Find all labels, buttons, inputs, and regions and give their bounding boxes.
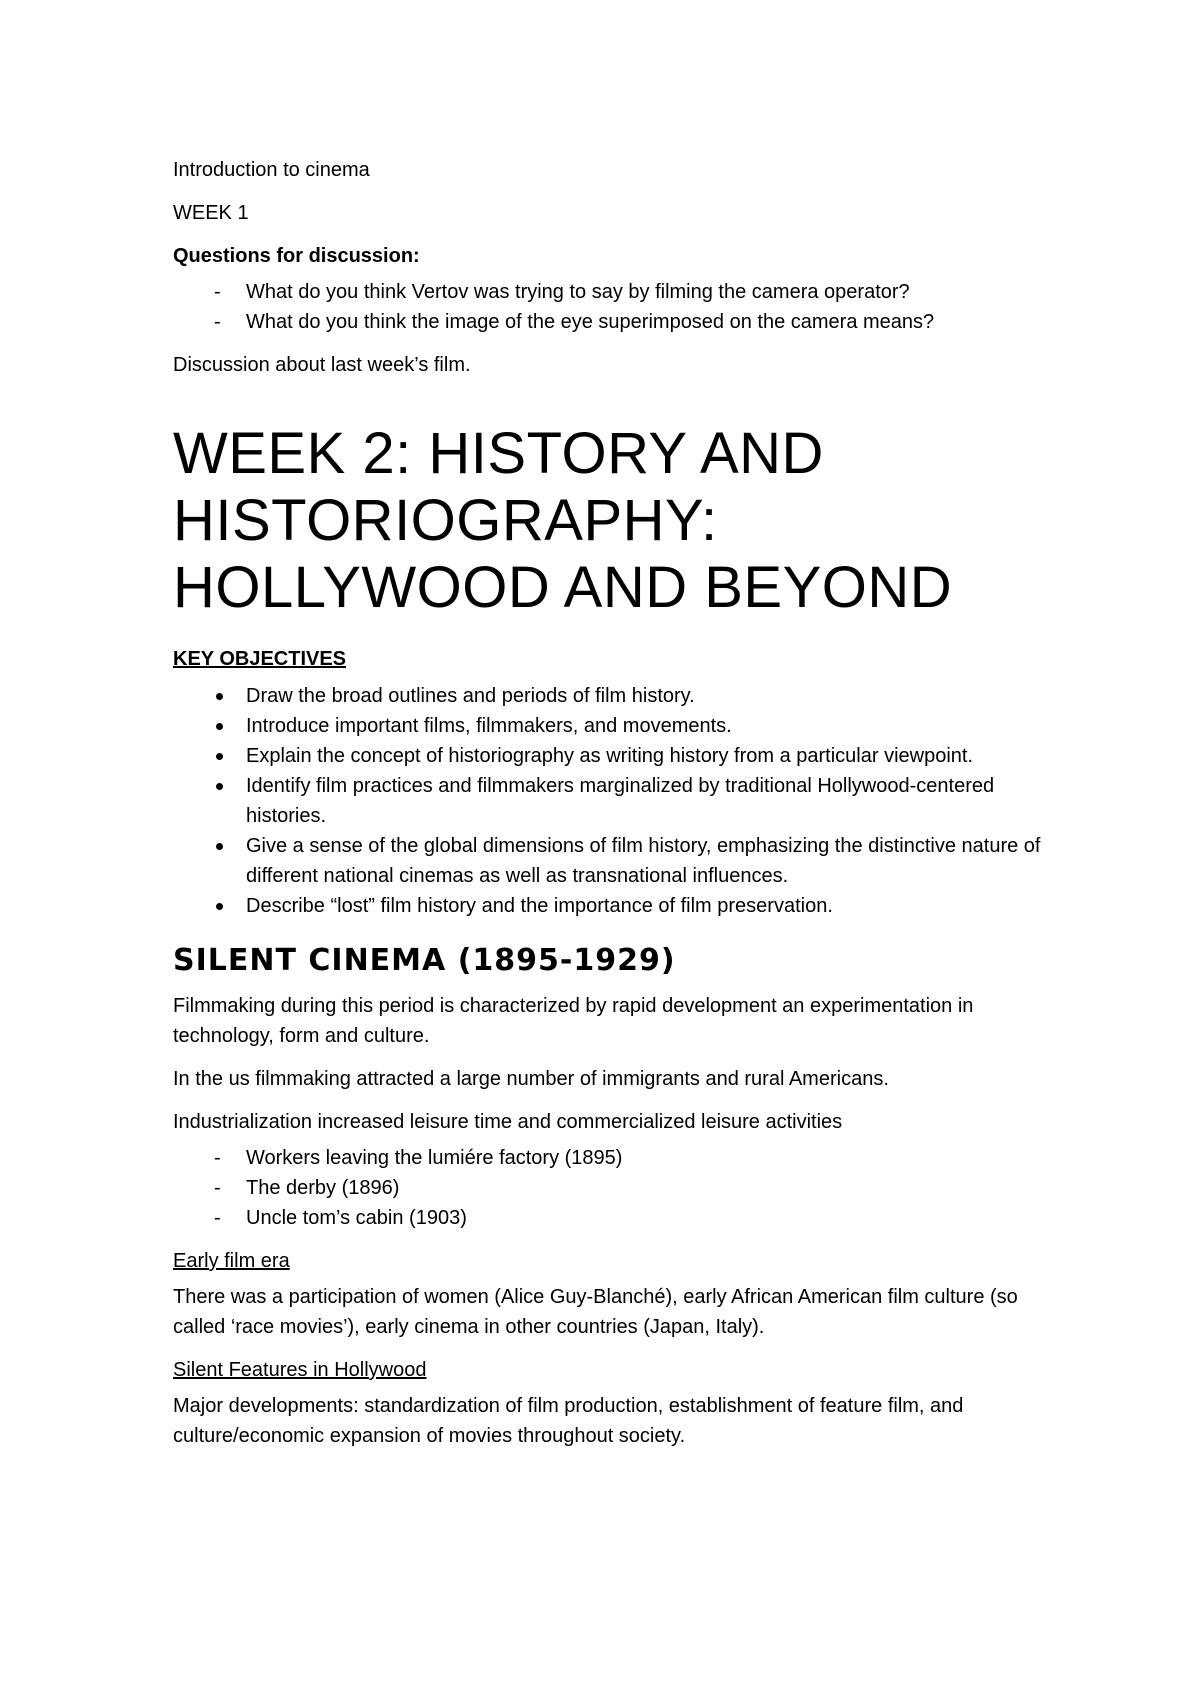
questions-heading: Questions for discussion: [173,245,420,267]
objective-text: Introduce important films, filmmakers, and movements. [246,715,732,737]
list-item [173,1143,1053,1173]
dash-marker: - [214,281,221,303]
film-text: The derby (1896) [246,1177,400,1199]
list-item [173,1173,1053,1203]
list-item [173,1203,1053,1233]
week2-heading [173,420,1053,621]
bullet-icon [216,693,223,700]
list-item [173,277,1053,307]
dash-marker: - [214,1177,221,1199]
list-item [173,711,1053,741]
list-item [173,771,1053,831]
list-item [173,831,1053,891]
bullet-icon [216,903,223,910]
dash-marker: - [214,1207,221,1229]
objectives-list [173,681,1053,921]
early-film-era-heading: Early film era [173,1250,290,1272]
silent-cinema-heading: SILENT CINEMA (1895-1929) [173,943,676,978]
dash-marker: - [214,311,221,333]
doc-title: Introduction to cinema [173,159,370,181]
silent-features-paragraph: Major developments: standardization of film production, establishment of feature film, and culture/economic expansion of movies throughout society. [173,1395,964,1447]
objective-text: Give a sense of the global dimensions of film history, emphasizing the distinctive nature of different national cinemas as well as transnational influences. [246,835,1041,887]
bullet-icon [216,783,223,790]
week2-heading-line: WEEK 2: HISTORY AND [173,421,824,486]
silent-paragraph: Filmmaking during this period is characterized by rapid development an experimentation in technology, form and culture. [173,995,974,1047]
questions-list [173,277,1053,337]
objective-text: Explain the concept of historiography as writing history from a particular viewpoint. [246,745,974,767]
silent-features-heading: Silent Features in Hollywood [173,1359,427,1381]
document-content [173,155,1053,1464]
bullet-icon [216,723,223,730]
week2-heading-line: HISTORIOGRAPHY: [173,488,718,553]
week2-heading-line: HOLLYWOOD AND BEYOND [173,555,953,620]
objective-text: Describe “lost” film history and the importance of film preservation. [246,895,833,917]
bullet-icon [216,843,223,850]
silent-paragraph: Industrialization increased leisure time and commercialized leisure activities [173,1111,843,1133]
list-item [173,681,1053,711]
objective-text: Draw the broad outlines and periods of film history. [246,685,695,707]
bullet-icon [216,753,223,760]
early-film-era-paragraph: There was a participation of women (Alice Guy-Blanché), early African American film culture (so called ‘race movies’), early cinema in other countries (Japan, Italy). [173,1286,1018,1338]
objective-text: Identify film practices and filmmakers marginalized by traditional Hollywood-centered histories. [246,775,995,827]
question-text: What do you think Vertov was trying to say by filming the camera operator? [246,281,910,303]
list-item [173,891,1053,921]
silent-paragraph: In the us filmmaking attracted a large number of immigrants and rural Americans. [173,1068,889,1090]
list-item [173,307,1053,337]
week1-label: WEEK 1 [173,202,249,224]
film-text: Uncle tom’s cabin (1903) [246,1207,467,1229]
list-item [173,741,1053,771]
discussion-note: Discussion about last week’s film. [173,354,471,376]
key-objectives-heading: KEY OBJECTIVES [173,648,347,670]
question-text: What do you think the image of the eye superimposed on the camera means? [246,311,935,333]
dash-marker: - [214,1147,221,1169]
film-text: Workers leaving the lumiére factory (1895) [246,1147,623,1169]
films-list [173,1143,1053,1233]
